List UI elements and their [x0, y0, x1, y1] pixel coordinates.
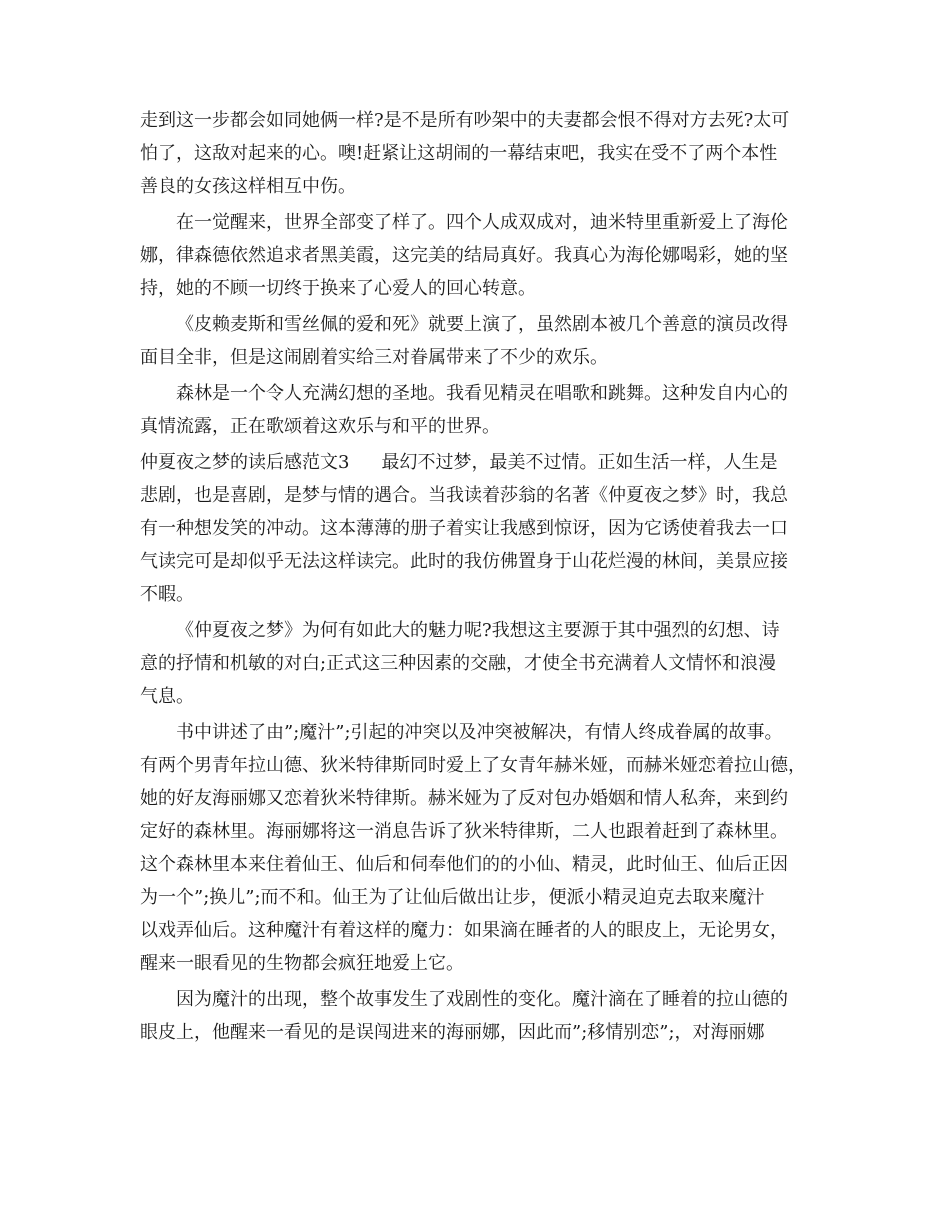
- text-line: 定好的森林里。海丽娜将这一消息告诉了狄米特律斯，二人也跟着赶到了森林里。: [140, 821, 788, 842]
- paragraph-start: 森林是一个令人充满幻想的圣地。我看见精灵在唱歌和跳舞。这种发自内心的: [176, 383, 788, 404]
- text-line: 有两个男青年拉山德、狄米特律斯同时爱上了女青年赫米娅，而赫米娅恋着拉山德，: [140, 755, 806, 776]
- body-text: [140, 104, 820, 1049]
- text-line: 醒来一眼看见的生物都会疯狂地爱上它。: [140, 953, 464, 974]
- paragraph-start: 《皮赖麦斯和雪丝佩的爱和死》就要上演了，虽然剧本被几个善意的演员改得: [176, 314, 788, 335]
- text-line: 眼皮上，他醒来一看见的是误闯进来的海丽娜，因此而”;移情别恋”;，对海丽娜: [140, 1022, 765, 1043]
- text-line: 有一种想发笑的冲动。这本薄薄的册子着实让我感到惊讶，因为它诱使着我去一口: [140, 518, 788, 539]
- text-line: 不暇。: [140, 584, 194, 605]
- text-line: 以戏弄仙后。这种魔汁有着这样的魔力：如果滴在睡者的人的眼皮上，无论男女，: [140, 920, 788, 941]
- text-line: 这个森林里本来住着仙王、仙后和伺奉他们的的小仙、精灵，此时仙王、仙后正因: [140, 854, 788, 875]
- text-line: 意的抒情和机敏的对白;正式这三种因素的交融，才使全书充满着人文情怀和浪漫: [140, 653, 777, 674]
- paragraph-start: 《仲夏夜之梦》为何有如此大的魅力呢?我想这主要源于其中强烈的幻想、诗: [176, 620, 780, 641]
- text-line: 持，她的不顾一切终于换来了心爱人的回心转意。: [140, 278, 536, 299]
- text-line: 怕了，这敌对起来的心。噢!赶紧让这胡闹的一幕结束吧，我实在受不了两个本性: [140, 143, 778, 164]
- paragraph-start: 在一觉醒来，世界全部变了样了。四个人成双成对，迪米特里重新爱上了海伦: [176, 212, 788, 233]
- paragraph-start: 因为魔汁的出现，整个故事发生了戏剧性的变化。魔汁滴在了睡着的拉山德的: [176, 989, 788, 1010]
- paragraph-start: 书中讲述了由”;魔汁”;引起的冲突以及冲突被解决，有情人终成眷属的故事。: [176, 722, 783, 743]
- text-line: 气读完可是却似乎无法这样读完。此时的我仿佛置身于山花烂漫的林间，美景应接: [140, 551, 788, 572]
- text-line: 面目全非，但是这闹剧着实给三对眷属带来了不少的欢乐。: [140, 347, 608, 368]
- section-heading-line: [140, 446, 820, 479]
- text-line: 为一个”;换儿”;而不和。仙王为了让仙后做出让步，便派小精灵迫克去取来魔汁: [140, 887, 765, 908]
- text-line: 气息。: [140, 686, 194, 707]
- text-line: 真情流露，正在歌颂着这欢乐与和平的世界。: [140, 416, 500, 437]
- section-heading: 仲夏夜之梦的读后感范文3: [140, 452, 350, 473]
- text-line: 善良的女孩这样相互中伤。: [140, 176, 356, 197]
- text-line: 最幻不过梦，最美不过情。正如生活一样，人生是: [381, 452, 778, 473]
- text-line: 娜，律森德依然追求者黑美霞，这完美的结局真好。我真心为海伦娜喝彩，她的坚: [140, 245, 788, 266]
- text-line: 走到这一步都会如同她俩一样?是不是所有吵架中的夫妻都会恨不得对方去死?太可: [140, 110, 790, 131]
- text-line: 悲剧，也是喜剧，是梦与情的遇合。当我读着莎翁的名著《仲夏夜之梦》时，我总: [140, 485, 788, 506]
- text-line: 她的好友海丽娜又恋着狄米特律斯。赫米娅为了反对包办婚姻和情人私奔，来到约: [140, 788, 788, 809]
